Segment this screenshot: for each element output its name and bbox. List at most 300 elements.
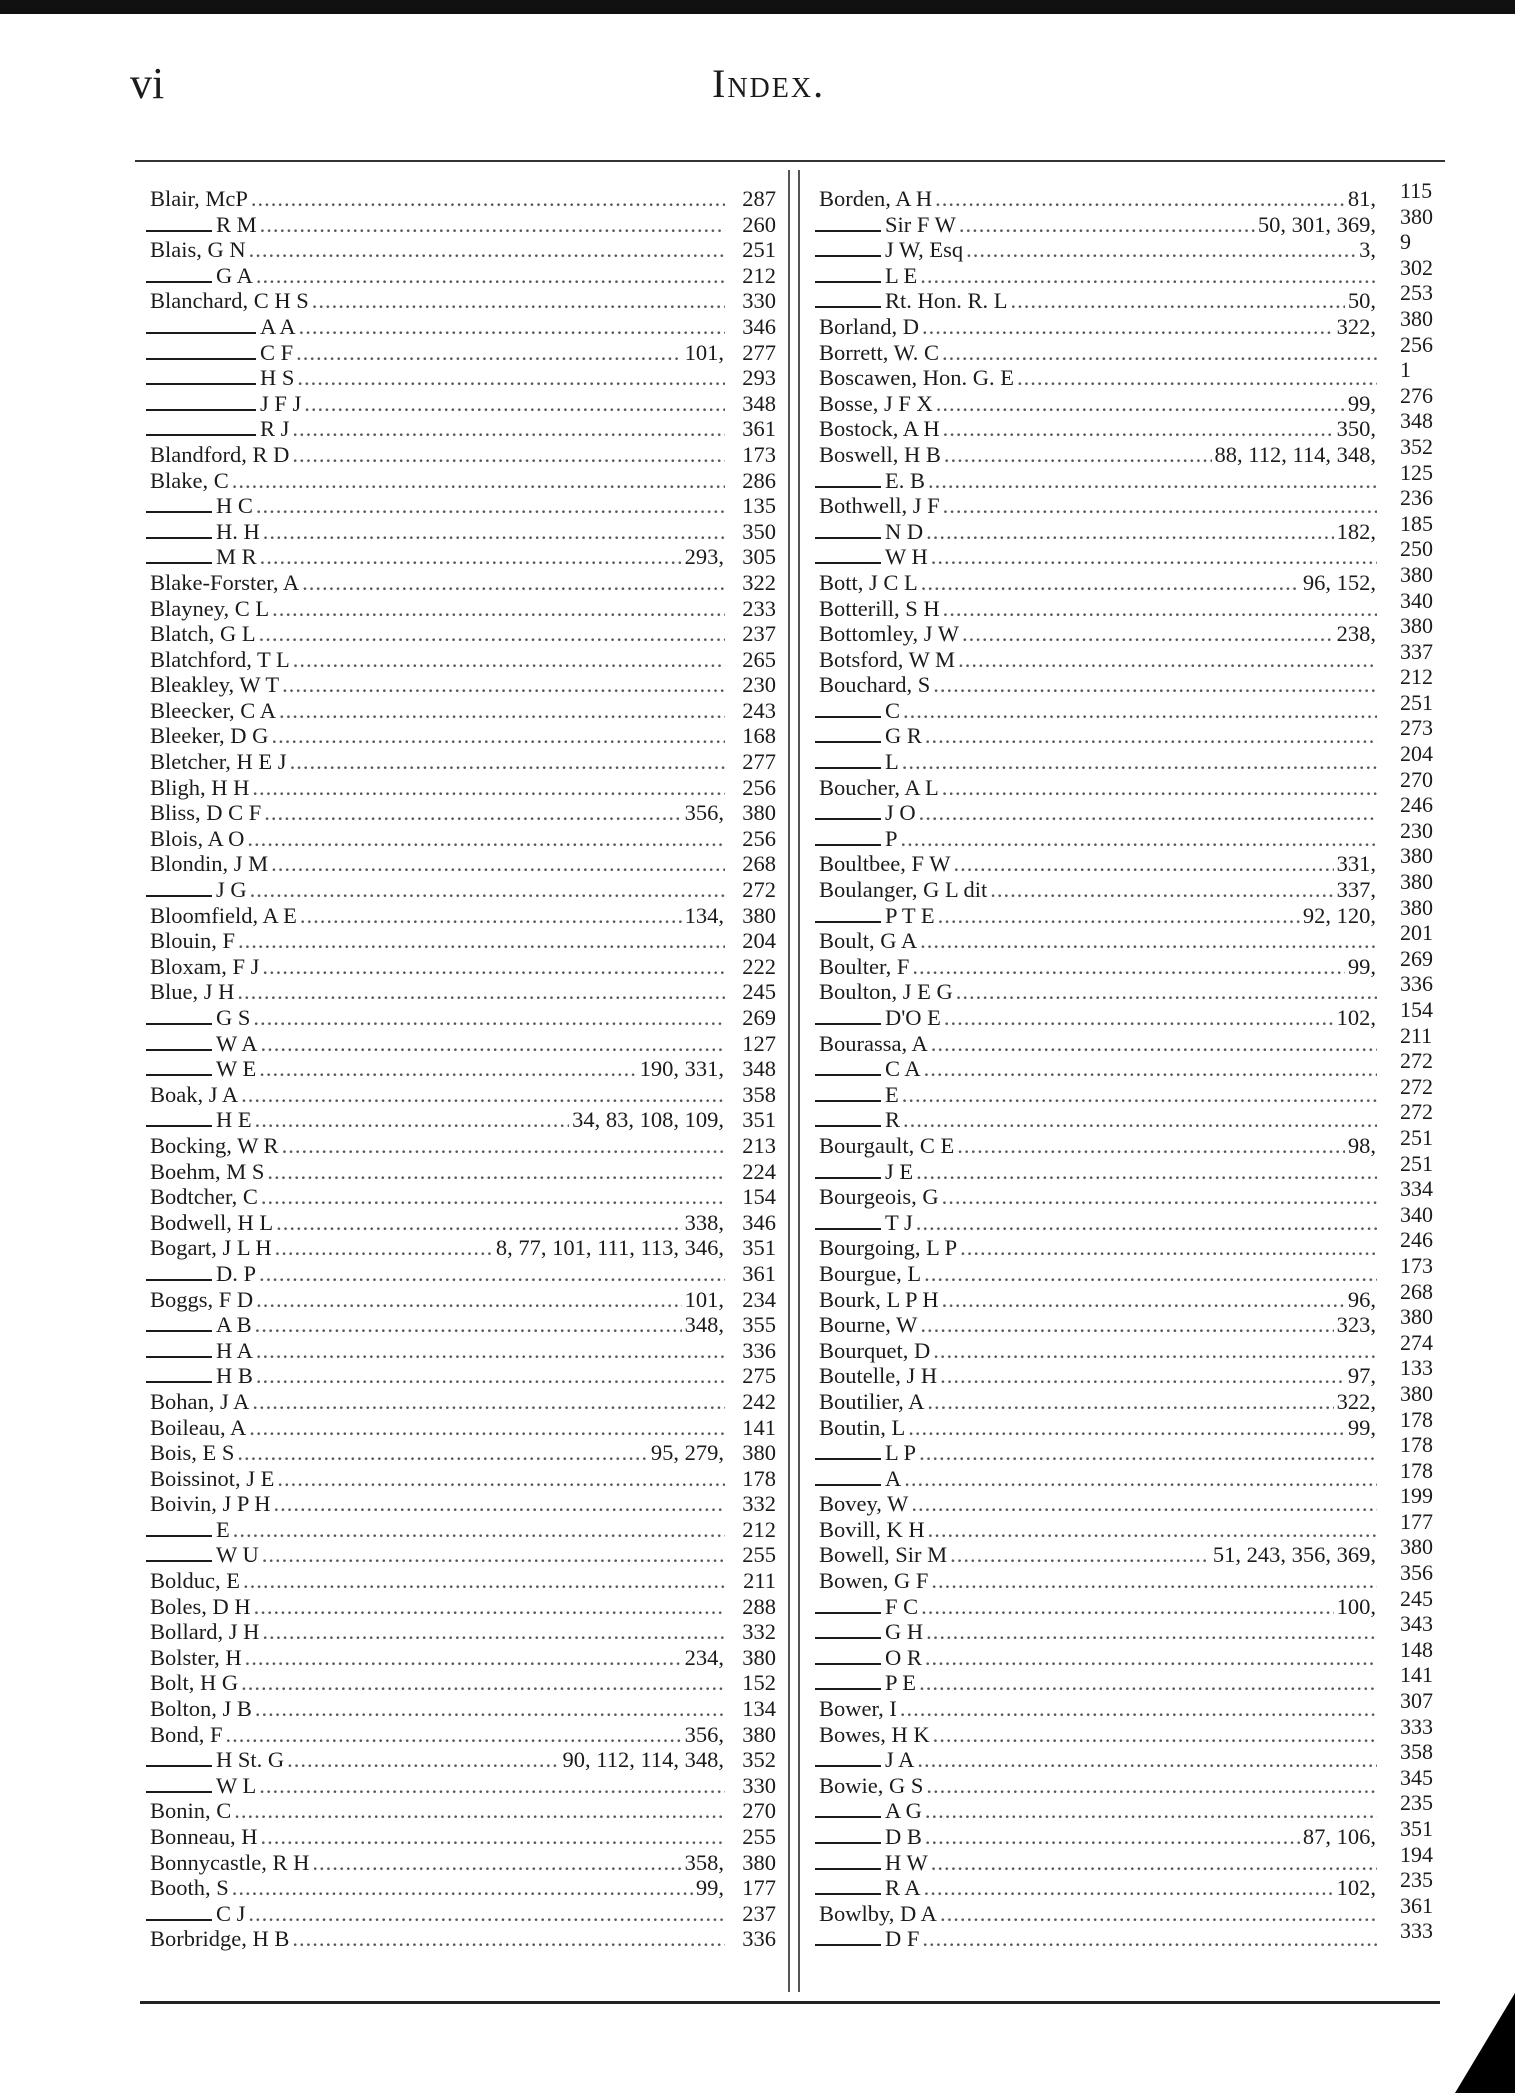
leader-dots xyxy=(943,416,1334,442)
right-entry-page: 154 xyxy=(1400,997,1433,1022)
entry-page: 230 xyxy=(742,672,776,698)
entry-name: Blois, A O xyxy=(150,825,245,851)
index-entry xyxy=(815,749,1380,775)
entry-name: Bollard, J H xyxy=(150,1619,260,1645)
right-entry-page: 148 xyxy=(1400,1636,1433,1662)
entry-name: L xyxy=(885,749,899,775)
entry-pages: 99, xyxy=(1347,1414,1376,1440)
leader-dots xyxy=(940,1901,1377,1927)
entry-name: Bowell, Sir M xyxy=(819,1542,948,1568)
index-entry xyxy=(815,647,1380,673)
entry-pages: 97, xyxy=(1347,1363,1376,1389)
right-entry-page: 276 xyxy=(1400,382,1433,408)
leader-dots xyxy=(917,1747,1377,1773)
right-entry-page: 178 xyxy=(1400,1432,1433,1458)
index-entry xyxy=(815,288,1380,314)
repeat-dash xyxy=(815,281,881,283)
entry-name: Boivin, J P H xyxy=(150,1491,271,1517)
entry-page: 237 xyxy=(742,1900,776,1926)
right-entry-page: 380 xyxy=(1400,1534,1433,1560)
entry-name: Bourquet, D xyxy=(819,1337,931,1363)
entry-pages: 350, xyxy=(1336,416,1376,442)
entry-name: Bolton, J B xyxy=(150,1696,252,1722)
index-entry xyxy=(815,1133,1380,1159)
right-entry-page: 178 xyxy=(1400,1457,1433,1483)
repeat-dash xyxy=(815,1868,881,1870)
leader-dots xyxy=(908,1415,1345,1441)
entry-name: Bond, F xyxy=(150,1721,223,1747)
entry-page: 277 xyxy=(742,339,776,365)
repeat-dash xyxy=(146,511,212,513)
leader-dots xyxy=(256,263,725,289)
right-entry-page: 380 xyxy=(1400,894,1433,920)
entry-page: 380 xyxy=(742,1644,776,1670)
index-entry xyxy=(146,903,776,929)
leader-dots xyxy=(297,365,725,391)
repeat-dash xyxy=(815,1688,881,1690)
leader-dots xyxy=(255,1696,725,1722)
entry-page: 355 xyxy=(742,1312,776,1338)
leader-dots xyxy=(251,186,725,212)
entry-name: R xyxy=(885,1107,901,1133)
right-entry-page: 302 xyxy=(1400,254,1433,280)
entry-name: J O xyxy=(885,800,916,826)
entry-name: J W, Esq xyxy=(885,237,964,263)
entry-name: H St. G xyxy=(216,1747,285,1773)
entry-page: 168 xyxy=(742,723,776,749)
index-entry xyxy=(815,1107,1380,1133)
entry-name: H A xyxy=(216,1337,253,1363)
index-entry xyxy=(146,672,776,698)
entry-page: 256 xyxy=(742,774,776,800)
leader-dots xyxy=(919,1440,1377,1466)
leader-dots xyxy=(936,391,1345,417)
index-entry xyxy=(146,1594,776,1620)
repeat-dash xyxy=(815,1612,881,1614)
entry-name: A xyxy=(885,1465,902,1491)
index-entry xyxy=(146,519,776,545)
right-entry-page: 352 xyxy=(1400,433,1433,459)
entry-name: Bonneau, H xyxy=(150,1824,258,1849)
right-entry-page: 185 xyxy=(1400,510,1433,536)
right-entry-page: 212 xyxy=(1400,664,1433,690)
index-entry xyxy=(815,1824,1380,1850)
leader-dots xyxy=(271,723,725,749)
leader-dots xyxy=(956,979,1377,1005)
index-entry xyxy=(146,1491,776,1517)
repeat-dash xyxy=(815,306,881,308)
right-entry-page: 270 xyxy=(1400,766,1433,792)
entry-page: 361 xyxy=(742,416,776,442)
entry-page: 286 xyxy=(742,467,776,493)
entry-name: Sir F W xyxy=(885,211,956,237)
entry-page: 237 xyxy=(742,621,776,647)
entry-name: Blake, C xyxy=(150,467,229,493)
entry-name: Blatch, G L xyxy=(150,621,256,647)
entry-name: E. B xyxy=(885,467,926,493)
leader-dots xyxy=(293,647,725,673)
repeat-dash xyxy=(815,562,881,564)
index-entry xyxy=(146,1363,776,1389)
index-entry xyxy=(146,570,776,596)
entry-name: D. P xyxy=(216,1260,257,1286)
right-entry-page: 178 xyxy=(1400,1406,1433,1432)
index-entry xyxy=(815,1517,1380,1543)
entry-name: Bligh, H H xyxy=(150,774,250,800)
index-entry xyxy=(815,1031,1380,1057)
repeat-dash xyxy=(146,1279,212,1281)
index-entry xyxy=(146,1235,776,1261)
leader-dots xyxy=(292,1926,725,1952)
right-entry-page: 9 xyxy=(1400,229,1411,255)
right-entry-page: 334 xyxy=(1400,1176,1433,1202)
repeat-dash xyxy=(815,1765,881,1767)
index-entry xyxy=(146,1159,776,1185)
index-entry xyxy=(146,647,776,673)
entry-name: R A xyxy=(885,1875,921,1901)
entry-pages: 90, 112, 114, 348, xyxy=(562,1747,724,1773)
entry-page: 251 xyxy=(742,237,776,263)
index-entry xyxy=(815,416,1380,442)
entry-name: G H xyxy=(885,1619,924,1645)
leader-dots xyxy=(927,1389,1333,1415)
entry-name: R M xyxy=(216,211,257,237)
right-page-numbers-column xyxy=(1400,178,1462,1944)
right-entry-page: 235 xyxy=(1400,1867,1433,1893)
entry-name: Bonnycastle, R H xyxy=(150,1849,310,1875)
right-entry-page: 1 xyxy=(1400,357,1411,383)
entry-name: Bolster, H xyxy=(150,1644,242,1670)
entry-name: P T E xyxy=(885,902,935,928)
entry-page: 332 xyxy=(742,1619,776,1645)
right-entry-page: 340 xyxy=(1400,587,1433,613)
repeat-dash xyxy=(146,895,212,897)
index-entry xyxy=(815,212,1380,238)
entry-pages: 293, xyxy=(684,544,724,570)
leader-dots xyxy=(241,1670,725,1696)
repeat-dash xyxy=(815,1023,881,1025)
entry-name: Bois, E S xyxy=(150,1440,235,1466)
entry-page: 346 xyxy=(742,313,776,339)
entry-pages: 81, xyxy=(1347,186,1376,211)
repeat-dash xyxy=(146,1330,212,1332)
repeat-dash xyxy=(815,767,881,769)
entry-name: Bourne, W xyxy=(819,1312,918,1338)
entry-pages: 95, 279, xyxy=(650,1440,724,1466)
index-entry xyxy=(815,596,1380,622)
right-entry-page: 307 xyxy=(1400,1688,1433,1714)
repeat-dash xyxy=(815,921,881,923)
leader-dots xyxy=(256,1338,725,1364)
index-entry xyxy=(146,1440,776,1466)
leader-dots xyxy=(924,1261,1377,1287)
index-entry xyxy=(815,1005,1380,1031)
leader-dots xyxy=(273,1491,725,1517)
entry-pages: 234, xyxy=(684,1644,724,1670)
entry-name: J G xyxy=(216,877,247,903)
leader-dots xyxy=(900,1696,1377,1722)
leader-dots xyxy=(292,442,725,468)
entry-name: Bodwell, H L xyxy=(150,1209,274,1235)
repeat-dash xyxy=(815,486,881,488)
index-entry xyxy=(815,698,1380,724)
repeat-dash xyxy=(146,537,212,539)
repeat-dash xyxy=(146,1765,212,1767)
leader-dots xyxy=(271,851,725,877)
index-entry xyxy=(815,186,1380,212)
right-entry-page: 251 xyxy=(1400,1150,1433,1176)
entry-name: D F xyxy=(885,1926,920,1952)
index-entry xyxy=(146,1389,776,1415)
leader-dots xyxy=(279,698,725,724)
index-entry xyxy=(815,1159,1380,1185)
entry-page: 212 xyxy=(742,262,776,288)
index-entry xyxy=(815,263,1380,289)
index-entry xyxy=(815,1798,1380,1824)
index-entry xyxy=(815,1261,1380,1287)
entry-page: 173 xyxy=(742,441,776,467)
leader-dots xyxy=(938,903,1300,929)
leader-dots xyxy=(903,1107,1377,1133)
entry-page: 336 xyxy=(742,1337,776,1363)
entry-pages: 87, 106, xyxy=(1302,1824,1376,1849)
entry-name: J F J xyxy=(260,390,302,416)
repeat-dash xyxy=(815,1893,881,1895)
leader-dots xyxy=(942,1184,1377,1210)
entry-name: Blouin, F xyxy=(150,928,236,954)
entry-name: E xyxy=(885,1081,899,1107)
leader-dots xyxy=(249,1415,725,1441)
entry-name: H W xyxy=(885,1849,928,1875)
entry-page: 177 xyxy=(742,1875,776,1901)
entry-page: 293 xyxy=(742,365,776,391)
entry-page: 350 xyxy=(742,518,776,544)
entry-name: Bolduc, E xyxy=(150,1568,240,1594)
index-entry xyxy=(815,365,1380,391)
entry-page: 348 xyxy=(742,390,776,416)
entry-name: Blue, J H xyxy=(150,979,235,1005)
entry-pages: 34, 83, 108, 109, xyxy=(572,1107,724,1133)
leader-dots xyxy=(922,314,1334,340)
repeat-dash xyxy=(146,230,212,232)
entry-name: P xyxy=(885,825,898,851)
leader-dots xyxy=(957,1133,1345,1159)
repeat-dash xyxy=(815,741,881,743)
entry-page: 380 xyxy=(742,800,776,826)
entry-page: 380 xyxy=(742,1849,776,1875)
leader-dots xyxy=(302,570,725,596)
leader-dots xyxy=(962,621,1334,647)
right-entry-page: 340 xyxy=(1400,1201,1433,1227)
leader-dots xyxy=(252,775,725,801)
entry-pages: 96, xyxy=(1347,1286,1376,1312)
leader-dots xyxy=(943,596,1377,622)
entry-name: Boswell, H B xyxy=(819,441,941,467)
repeat-dash xyxy=(146,562,212,564)
index-entry xyxy=(815,954,1380,980)
entry-page: 351 xyxy=(742,1235,776,1261)
right-entry-page: 351 xyxy=(1400,1816,1433,1841)
repeat-dash xyxy=(815,1484,881,1486)
entry-page: 178 xyxy=(742,1465,776,1491)
right-entry-page: 268 xyxy=(1400,1278,1433,1304)
entry-name: Borrett, W. C xyxy=(819,339,940,365)
repeat-dash xyxy=(815,1816,881,1818)
entry-name: Boissinot, J E xyxy=(150,1465,275,1491)
leader-dots xyxy=(926,1619,1377,1645)
index-entry xyxy=(815,519,1380,545)
index-entry xyxy=(146,877,776,903)
right-entry-page: 173 xyxy=(1400,1252,1433,1278)
repeat-dash xyxy=(815,1074,881,1076)
leader-dots xyxy=(262,1542,725,1568)
entry-name: H C xyxy=(216,493,253,519)
entry-page: 288 xyxy=(742,1593,776,1619)
page-title: Index. xyxy=(712,61,826,106)
index-entry xyxy=(146,416,776,442)
entry-name: Bletcher, H E J xyxy=(150,749,287,775)
entry-name: G A xyxy=(216,262,253,288)
repeat-dash xyxy=(146,383,256,385)
entry-name: Boulton, J E G xyxy=(819,979,953,1005)
entry-name: Bloxam, F J xyxy=(150,953,260,979)
leader-dots xyxy=(277,1466,725,1492)
repeat-dash xyxy=(146,332,256,334)
leader-dots xyxy=(942,775,1377,801)
entry-name: Boultbee, F W xyxy=(819,851,951,877)
entry-pages: 102, xyxy=(1336,1005,1376,1030)
leader-dots xyxy=(912,954,1345,980)
index-entry xyxy=(815,1619,1380,1645)
right-entry-page: 274 xyxy=(1400,1329,1433,1355)
right-entry-page: 333 xyxy=(1400,1918,1433,1944)
index-entry xyxy=(815,877,1380,903)
index-entry xyxy=(146,1056,776,1082)
right-entry-page: 356 xyxy=(1400,1560,1433,1586)
entry-page: 380 xyxy=(742,1721,776,1747)
right-entry-page: 250 xyxy=(1400,536,1433,562)
index-entry xyxy=(146,1517,776,1543)
index-entry xyxy=(146,544,776,570)
entry-name: Boggs, F D xyxy=(150,1286,254,1312)
entry-pages: 182, xyxy=(1336,518,1376,544)
entry-name: P E xyxy=(885,1670,917,1696)
repeat-dash xyxy=(146,1049,212,1051)
index-entry xyxy=(815,1850,1380,1876)
index-entry xyxy=(146,749,776,775)
right-entry-page: 269 xyxy=(1400,945,1433,971)
entry-name: J A xyxy=(885,1747,915,1773)
right-entry-page: 380 xyxy=(1400,305,1433,331)
leader-dots xyxy=(282,672,725,698)
leader-dots xyxy=(921,570,1300,596)
leader-dots xyxy=(290,749,725,775)
entry-pages: 238, xyxy=(1336,621,1376,647)
entry-name: Boulter, F xyxy=(819,953,910,979)
leader-dots xyxy=(275,1235,493,1261)
leader-dots xyxy=(926,519,1334,545)
index-entry xyxy=(146,1568,776,1594)
leader-dots xyxy=(259,1261,725,1287)
entry-name: W E xyxy=(216,1056,257,1082)
entry-name: Bourgault, C E xyxy=(819,1132,955,1158)
leader-dots xyxy=(256,1287,681,1313)
index-entry xyxy=(146,1210,776,1236)
index-entry xyxy=(146,979,776,1005)
leader-dots xyxy=(928,1517,1377,1543)
entry-name: Bowie, G S xyxy=(819,1772,924,1798)
right-entry-page: 380 xyxy=(1400,843,1433,869)
entry-page: 211 xyxy=(743,1568,776,1594)
entry-name: W H xyxy=(885,544,928,570)
index-entry xyxy=(146,263,776,289)
index-entry xyxy=(815,1287,1380,1313)
right-entry-page: 380 xyxy=(1400,561,1433,587)
index-entry xyxy=(146,1696,776,1722)
entry-name: H S xyxy=(260,365,295,391)
right-entry-page: 245 xyxy=(1400,1585,1433,1611)
entry-page: 224 xyxy=(742,1158,776,1184)
entry-pages: 99, xyxy=(1347,953,1376,979)
leader-dots xyxy=(920,263,1377,289)
entry-name: Borland, D xyxy=(819,313,919,339)
entry-name: Bowes, H K xyxy=(819,1721,930,1747)
entry-name: C J xyxy=(216,1900,246,1926)
entry-name: Boles, D H xyxy=(150,1593,251,1619)
index-entry xyxy=(146,1875,776,1901)
index-entry xyxy=(146,775,776,801)
repeat-dash xyxy=(815,537,881,539)
index-entry xyxy=(146,212,776,238)
repeat-dash xyxy=(815,230,881,232)
leader-dots xyxy=(1017,365,1377,391)
index-entry xyxy=(815,826,1380,852)
right-entry-page: 380 xyxy=(1400,1380,1433,1406)
entry-name: G S xyxy=(216,1005,251,1030)
footer-rule xyxy=(140,2001,1440,2004)
index-entry xyxy=(815,442,1380,468)
entry-page: 141 xyxy=(742,1414,776,1440)
leader-dots xyxy=(272,596,725,622)
index-entry xyxy=(146,596,776,622)
index-entry xyxy=(146,1287,776,1313)
entry-name: F C xyxy=(885,1593,919,1619)
leader-dots xyxy=(260,212,725,238)
repeat-dash xyxy=(146,1023,212,1025)
index-entry xyxy=(815,800,1380,826)
repeat-dash xyxy=(815,1637,881,1639)
left-index-column xyxy=(146,186,776,1952)
entry-name: Bolt, H G xyxy=(150,1670,239,1696)
index-entry xyxy=(815,1389,1380,1415)
leader-dots xyxy=(233,1517,725,1543)
entry-pages: 8, 77, 101, 111, 113, 346, xyxy=(495,1235,724,1261)
index-entry xyxy=(815,314,1380,340)
entry-name: O R xyxy=(885,1644,922,1670)
index-entry xyxy=(815,1926,1380,1952)
index-entry xyxy=(146,1133,776,1159)
leader-dots xyxy=(903,698,1377,724)
leader-dots xyxy=(253,1005,725,1031)
entry-name: Boucher, A L xyxy=(819,774,939,800)
right-entry-page: 201 xyxy=(1400,920,1433,946)
index-entry xyxy=(815,1747,1380,1773)
leader-dots xyxy=(958,647,1377,673)
entry-pages: 50, xyxy=(1347,288,1376,314)
repeat-dash xyxy=(146,358,256,360)
entry-pages: 337, xyxy=(1336,877,1376,903)
right-entry-page: 273 xyxy=(1400,715,1433,741)
